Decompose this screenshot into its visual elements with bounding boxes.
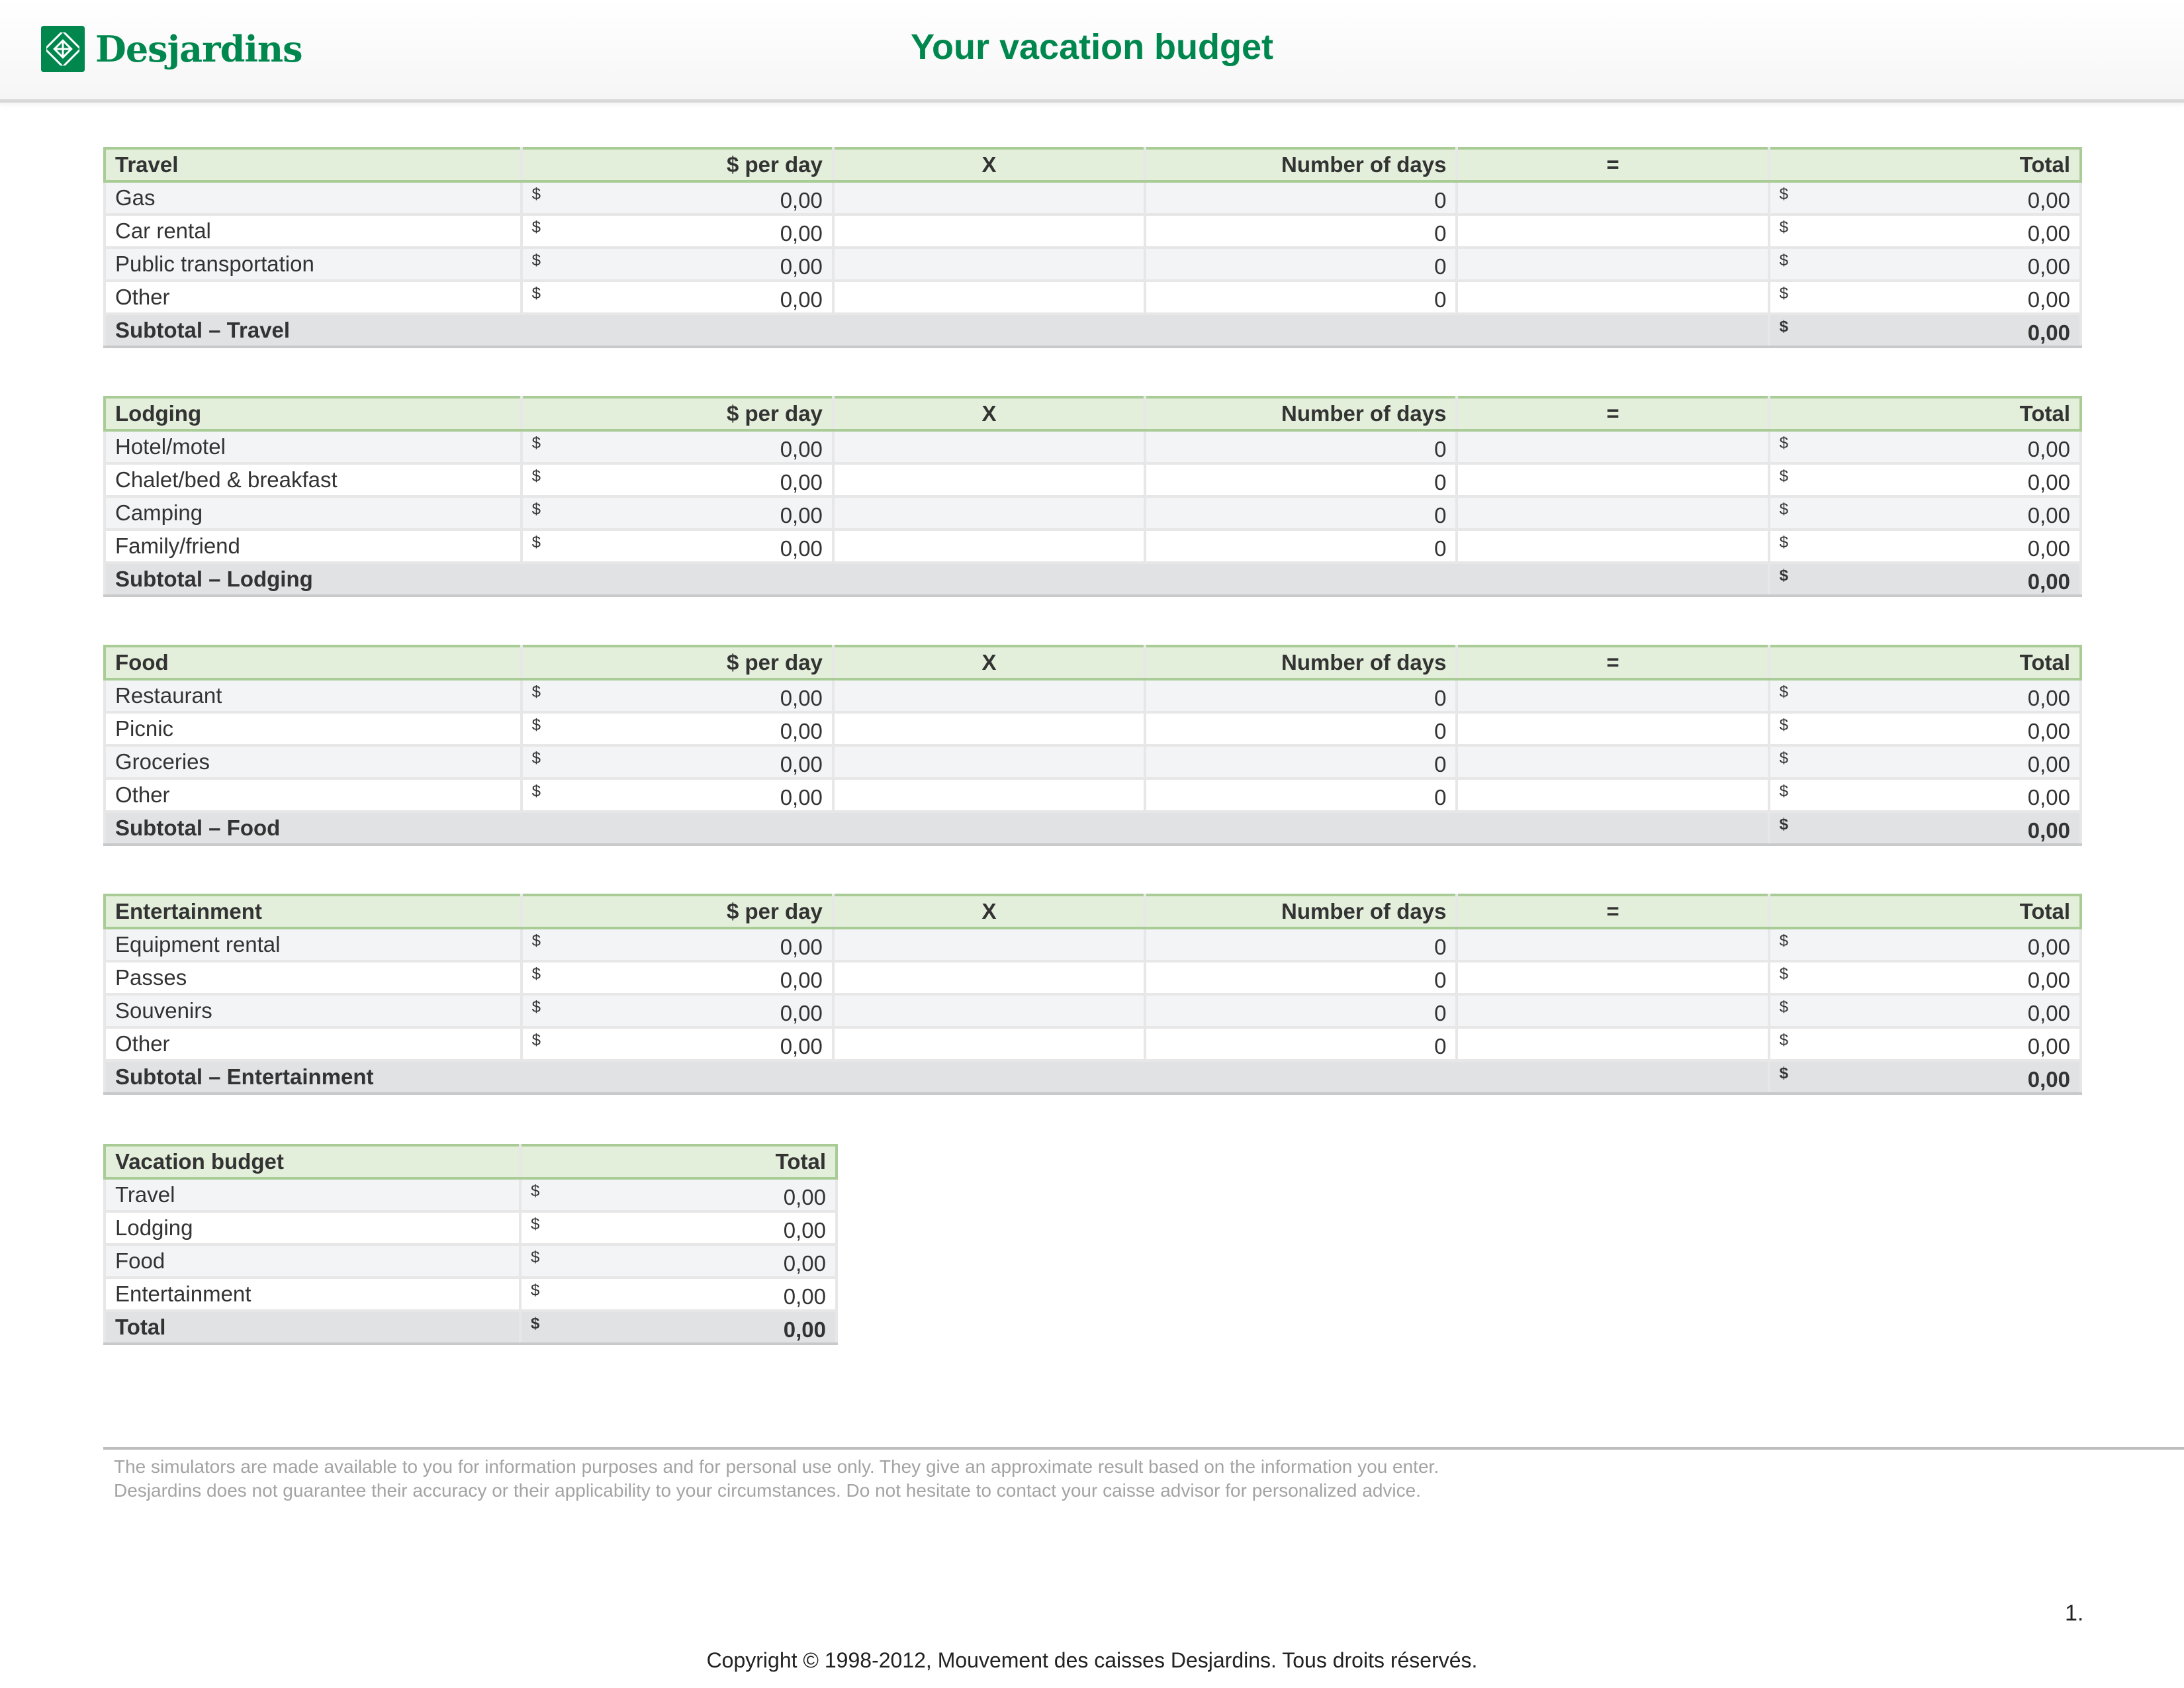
subtotal-value	[1769, 563, 2081, 596]
row-label: Car rental	[105, 214, 522, 248]
row-total	[1769, 961, 2081, 994]
table-row	[105, 463, 2081, 496]
currency-symbol: $	[531, 185, 541, 203]
row-label: Chalet/bed & breakfast	[105, 463, 522, 496]
currency-symbol: $	[531, 716, 541, 734]
row-label: Restaurant	[105, 679, 522, 712]
disclaimer-line-1: The simulators are made available to you for information purposes and for personal use only. They give an approximate result based on the information you enter.	[114, 1456, 1439, 1477]
row-label: Family/friend	[105, 530, 522, 563]
grand-total-value-value: 0,00	[783, 1317, 826, 1342]
days-input-value: 0	[1434, 221, 1447, 246]
col-per-day-header: $ per day	[522, 397, 833, 430]
per-day-input-value: 0,00	[780, 935, 823, 959]
row-label: Groceries	[105, 745, 522, 778]
currency-symbol: $	[1779, 318, 1789, 336]
row-total-value: 0,00	[2027, 437, 2070, 461]
summary-title: Vacation budget	[105, 1145, 520, 1178]
page-number: 1.	[2065, 1601, 2084, 1626]
subtotal-row	[105, 812, 2081, 845]
row-label: Equipment rental	[105, 928, 522, 961]
row-label: Souvenirs	[105, 994, 522, 1027]
spacer-cell	[1457, 778, 1768, 812]
days-input-value: 0	[1434, 188, 1447, 212]
days-input[interactable]	[1145, 961, 1457, 994]
summary-value	[520, 1178, 837, 1211]
table-row	[105, 1278, 837, 1311]
section-title: Lodging	[105, 397, 522, 430]
currency-symbol: $	[531, 1031, 541, 1049]
currency-symbol: $	[1779, 782, 1789, 800]
days-input-value: 0	[1434, 536, 1447, 561]
col-times-header: X	[833, 895, 1145, 928]
row-total-value: 0,00	[2027, 752, 2070, 776]
row-total	[1769, 712, 2081, 745]
table-header-row	[105, 148, 2081, 181]
per-day-input-value: 0,00	[780, 536, 823, 561]
spacer-cell	[833, 928, 1145, 961]
summary-value-value: 0,00	[783, 1284, 826, 1309]
col-total-header: Total	[1769, 397, 2081, 430]
per-day-input-value: 0,00	[780, 968, 823, 992]
days-input-value: 0	[1434, 968, 1447, 992]
row-label: Picnic	[105, 712, 522, 745]
spacer-cell	[1457, 430, 1768, 463]
logo-wordmark: Desjardins	[95, 28, 302, 70]
days-input[interactable]	[1145, 214, 1457, 248]
summary-value-value: 0,00	[783, 1185, 826, 1209]
row-label: Hotel/motel	[105, 430, 522, 463]
per-day-input[interactable]	[522, 496, 833, 530]
row-total-value: 0,00	[2027, 785, 2070, 810]
currency-symbol: $	[1779, 932, 1789, 950]
row-total-value: 0,00	[2027, 686, 2070, 710]
col-total-header: Total	[1769, 895, 2081, 928]
summary-label: Lodging	[105, 1211, 520, 1244]
days-input-value: 0	[1434, 1001, 1447, 1025]
table-header-row	[105, 895, 2081, 928]
days-input-value: 0	[1434, 785, 1447, 810]
per-day-input-value: 0,00	[780, 719, 823, 743]
row-total-value: 0,00	[2027, 503, 2070, 528]
summary-value	[520, 1278, 837, 1311]
col-equals-header: =	[1457, 397, 1768, 430]
copyright: Copyright © 1998-2012, Mouvement des caisses Desjardins. Tous droits réservés.	[706, 1648, 1478, 1672]
per-day-input[interactable]	[522, 281, 833, 314]
days-input[interactable]	[1145, 496, 1457, 530]
per-day-input-value: 0,00	[780, 221, 823, 246]
table-row	[105, 1027, 2081, 1060]
days-input[interactable]	[1145, 430, 1457, 463]
table-row	[105, 1244, 837, 1278]
per-day-input[interactable]	[522, 745, 833, 778]
disclaimer	[114, 1455, 1702, 1503]
days-input-value: 0	[1434, 1034, 1447, 1058]
row-total	[1769, 463, 2081, 496]
row-total	[1769, 679, 2081, 712]
days-input-value: 0	[1434, 287, 1447, 312]
currency-symbol: $	[531, 1215, 540, 1233]
table-row	[105, 281, 2081, 314]
subtotal-value-value: 0,00	[2027, 1067, 2070, 1092]
per-day-input[interactable]	[522, 928, 833, 961]
currency-symbol: $	[1779, 252, 1789, 269]
row-total	[1769, 928, 2081, 961]
per-day-input-value: 0,00	[780, 1034, 823, 1058]
currency-symbol: $	[531, 1248, 540, 1266]
subtotal-row	[105, 1060, 2081, 1094]
spacer-cell	[833, 181, 1145, 214]
row-label: Passes	[105, 961, 522, 994]
per-day-input[interactable]	[522, 248, 833, 281]
per-day-input-value: 0,00	[780, 686, 823, 710]
col-total-header: Total	[1769, 148, 2081, 181]
table-row	[105, 928, 2081, 961]
days-input[interactable]	[1145, 679, 1457, 712]
currency-symbol: $	[1779, 998, 1789, 1016]
currency-symbol: $	[1779, 965, 1789, 983]
col-per-day-header: $ per day	[522, 895, 833, 928]
days-input[interactable]	[1145, 181, 1457, 214]
grand-total-label: Total	[105, 1311, 520, 1344]
subtotal-value	[1769, 314, 2081, 347]
spacer-cell	[833, 994, 1145, 1027]
spacer-cell	[833, 961, 1145, 994]
col-days-header: Number of days	[1145, 148, 1457, 181]
row-total	[1769, 530, 2081, 563]
currency-symbol: $	[531, 218, 541, 236]
currency-symbol: $	[531, 782, 541, 800]
row-total	[1769, 430, 2081, 463]
spacer-cell	[1457, 281, 1768, 314]
row-total-value: 0,00	[2027, 719, 2070, 743]
spacer-cell	[833, 1027, 1145, 1060]
row-label: Camping	[105, 496, 522, 530]
table-food	[103, 645, 2082, 846]
subtotal-value-value: 0,00	[2027, 320, 2070, 345]
table-row	[105, 181, 2081, 214]
spacer-cell	[833, 214, 1145, 248]
row-total-value: 0,00	[2027, 287, 2070, 312]
subtotal-row	[105, 563, 2081, 596]
days-input[interactable]	[1145, 248, 1457, 281]
currency-symbol: $	[1779, 716, 1789, 734]
summary-value	[520, 1244, 837, 1278]
table-header-row	[105, 646, 2081, 679]
row-total	[1769, 745, 2081, 778]
table-lodging	[103, 396, 2082, 597]
table-row	[105, 745, 2081, 778]
currency-symbol: $	[1779, 467, 1789, 485]
currency-symbol: $	[1779, 534, 1789, 551]
currency-symbol: $	[531, 534, 541, 551]
footer-divider	[103, 1447, 2184, 1450]
spacer-cell	[833, 496, 1145, 530]
section-title: Food	[105, 646, 522, 679]
table-vacation-budget	[103, 1144, 838, 1345]
subtotal-label: Subtotal – Lodging	[105, 563, 1769, 596]
days-input[interactable]	[1145, 530, 1457, 563]
per-day-input-value: 0,00	[780, 254, 823, 279]
currency-symbol: $	[1779, 185, 1789, 203]
table-row	[105, 214, 2081, 248]
table-header-row	[105, 1145, 837, 1178]
currency-symbol: $	[531, 998, 541, 1016]
subtotal-value	[1769, 812, 2081, 845]
spacer-cell	[1457, 496, 1768, 530]
per-day-input[interactable]	[522, 778, 833, 812]
spacer-cell	[1457, 712, 1768, 745]
per-day-input[interactable]	[522, 994, 833, 1027]
spacer-cell	[833, 281, 1145, 314]
days-input-value: 0	[1434, 935, 1447, 959]
per-day-input-value: 0,00	[780, 470, 823, 494]
table-row	[105, 1211, 837, 1244]
row-total	[1769, 214, 2081, 248]
subtotal-label: Subtotal – Travel	[105, 314, 1769, 347]
subtotal-value-value: 0,00	[2027, 569, 2070, 594]
spacer-cell	[1457, 1027, 1768, 1060]
currency-symbol: $	[1779, 434, 1789, 452]
summary-value-value: 0,00	[783, 1251, 826, 1276]
summary-total-header: Total	[520, 1145, 837, 1178]
spacer-cell	[833, 745, 1145, 778]
summary-value	[520, 1211, 837, 1244]
per-day-input[interactable]	[522, 1027, 833, 1060]
col-days-header: Number of days	[1145, 895, 1457, 928]
table-row	[105, 778, 2081, 812]
row-label: Gas	[105, 181, 522, 214]
currency-symbol: $	[1779, 749, 1789, 767]
spacer-cell	[1457, 961, 1768, 994]
currency-symbol: $	[531, 965, 541, 983]
grand-total-row	[105, 1311, 837, 1344]
row-total	[1769, 778, 2081, 812]
summary-value-value: 0,00	[783, 1218, 826, 1243]
spacer-cell	[1457, 214, 1768, 248]
grand-total-value	[520, 1311, 837, 1344]
currency-symbol: $	[1779, 285, 1789, 303]
summary-label: Travel	[105, 1178, 520, 1211]
per-day-input[interactable]	[522, 430, 833, 463]
col-per-day-header: $ per day	[522, 148, 833, 181]
per-day-input-value: 0,00	[780, 785, 823, 810]
row-label: Public transportation	[105, 248, 522, 281]
table-row	[105, 430, 2081, 463]
row-label: Other	[105, 778, 522, 812]
currency-symbol: $	[531, 683, 541, 701]
row-total	[1769, 1027, 2081, 1060]
subtotal-row	[105, 314, 2081, 347]
section-title: Entertainment	[105, 895, 522, 928]
table-row	[105, 679, 2081, 712]
currency-symbol: $	[531, 285, 541, 303]
table-row	[105, 1178, 837, 1211]
col-equals-header: =	[1457, 895, 1768, 928]
per-day-input[interactable]	[522, 712, 833, 745]
row-total-value: 0,00	[2027, 935, 2070, 959]
currency-symbol: $	[531, 434, 541, 452]
subtotal-value-value: 0,00	[2027, 818, 2070, 843]
per-day-input[interactable]	[522, 214, 833, 248]
per-day-input[interactable]	[522, 181, 833, 214]
page-header	[0, 0, 2184, 103]
row-total-value: 0,00	[2027, 254, 2070, 279]
row-label: Other	[105, 1027, 522, 1060]
days-input-value: 0	[1434, 503, 1447, 528]
table-entertainment	[103, 894, 2082, 1095]
col-days-header: Number of days	[1145, 646, 1457, 679]
row-total-value: 0,00	[2027, 470, 2070, 494]
row-total-value: 0,00	[2027, 188, 2070, 212]
per-day-input[interactable]	[522, 530, 833, 563]
currency-symbol: $	[1779, 1031, 1789, 1049]
spacer-cell	[1457, 463, 1768, 496]
currency-symbol: $	[531, 467, 541, 485]
per-day-input-value: 0,00	[780, 752, 823, 776]
spacer-cell	[1457, 994, 1768, 1027]
table-row	[105, 994, 2081, 1027]
days-input[interactable]	[1145, 712, 1457, 745]
spacer-cell	[1457, 745, 1768, 778]
days-input[interactable]	[1145, 745, 1457, 778]
col-total-header: Total	[1769, 646, 2081, 679]
days-input-value: 0	[1434, 719, 1447, 743]
days-input-value: 0	[1434, 437, 1447, 461]
per-day-input-value: 0,00	[780, 503, 823, 528]
per-day-input-value: 0,00	[780, 287, 823, 312]
spacer-cell	[1457, 679, 1768, 712]
spacer-cell	[833, 248, 1145, 281]
currency-symbol: $	[1779, 1064, 1789, 1082]
page-title: Your vacation budget	[910, 27, 1274, 67]
per-day-input-value: 0,00	[780, 437, 823, 461]
per-day-input[interactable]	[522, 463, 833, 496]
spacer-cell	[833, 679, 1145, 712]
currency-symbol: $	[531, 500, 541, 518]
days-input[interactable]	[1145, 994, 1457, 1027]
table-header-row	[105, 397, 2081, 430]
days-input-value: 0	[1434, 254, 1447, 279]
subtotal-label: Subtotal – Entertainment	[105, 1060, 1769, 1094]
row-total	[1769, 994, 2081, 1027]
disclaimer-line-2: Desjardins does not guarantee their accuracy or their applicability to your circumstances. Do not hesitate to contact your caisse advisor for personalized advice.	[114, 1480, 1421, 1501]
days-input[interactable]	[1145, 778, 1457, 812]
row-total-value: 0,00	[2027, 221, 2070, 246]
currency-symbol: $	[1779, 567, 1789, 585]
per-day-input[interactable]	[522, 679, 833, 712]
col-times-header: X	[833, 646, 1145, 679]
subtotal-label: Subtotal – Food	[105, 812, 1769, 845]
col-equals-header: =	[1457, 148, 1768, 181]
table-travel	[103, 147, 2082, 348]
summary-label: Entertainment	[105, 1278, 520, 1311]
section-title: Travel	[105, 148, 522, 181]
col-days-header: Number of days	[1145, 397, 1457, 430]
currency-symbol: $	[531, 1182, 540, 1200]
row-label: Other	[105, 281, 522, 314]
currency-symbol: $	[1779, 683, 1789, 701]
subtotal-value	[1769, 1060, 2081, 1094]
spacer-cell	[1457, 181, 1768, 214]
days-input[interactable]	[1145, 463, 1457, 496]
col-times-header: X	[833, 397, 1145, 430]
table-row	[105, 530, 2081, 563]
currency-symbol: $	[1779, 816, 1789, 833]
currency-symbol: $	[531, 1282, 540, 1299]
row-total	[1769, 281, 2081, 314]
days-input-value: 0	[1434, 470, 1447, 494]
spacer-cell	[833, 430, 1145, 463]
summary-label: Food	[105, 1244, 520, 1278]
col-equals-header: =	[1457, 646, 1768, 679]
row-total-value: 0,00	[2027, 1034, 2070, 1058]
days-input[interactable]	[1145, 928, 1457, 961]
days-input-value: 0	[1434, 752, 1447, 776]
days-input-value: 0	[1434, 686, 1447, 710]
spacer-cell	[833, 712, 1145, 745]
desjardins-logo-icon	[41, 26, 85, 72]
currency-symbol: $	[531, 932, 541, 950]
col-per-day-header: $ per day	[522, 646, 833, 679]
spacer-cell	[833, 463, 1145, 496]
currency-symbol: $	[1779, 500, 1789, 518]
table-row	[105, 961, 2081, 994]
currency-symbol: $	[531, 1315, 540, 1333]
currency-symbol: $	[531, 749, 541, 767]
spacer-cell	[1457, 248, 1768, 281]
row-total	[1769, 248, 2081, 281]
currency-symbol: $	[1779, 218, 1789, 236]
currency-symbol: $	[531, 252, 541, 269]
per-day-input-value: 0,00	[780, 1001, 823, 1025]
days-input[interactable]	[1145, 1027, 1457, 1060]
spacer-cell	[833, 778, 1145, 812]
desjardins-logo	[41, 25, 302, 73]
days-input[interactable]	[1145, 281, 1457, 314]
spacer-cell	[1457, 928, 1768, 961]
row-total-value: 0,00	[2027, 968, 2070, 992]
spacer-cell	[1457, 530, 1768, 563]
row-total-value: 0,00	[2027, 536, 2070, 561]
row-total	[1769, 181, 2081, 214]
per-day-input[interactable]	[522, 961, 833, 994]
table-row	[105, 496, 2081, 530]
per-day-input-value: 0,00	[780, 188, 823, 212]
row-total	[1769, 496, 2081, 530]
col-times-header: X	[833, 148, 1145, 181]
table-row	[105, 712, 2081, 745]
spacer-cell	[833, 530, 1145, 563]
row-total-value: 0,00	[2027, 1001, 2070, 1025]
table-row	[105, 248, 2081, 281]
